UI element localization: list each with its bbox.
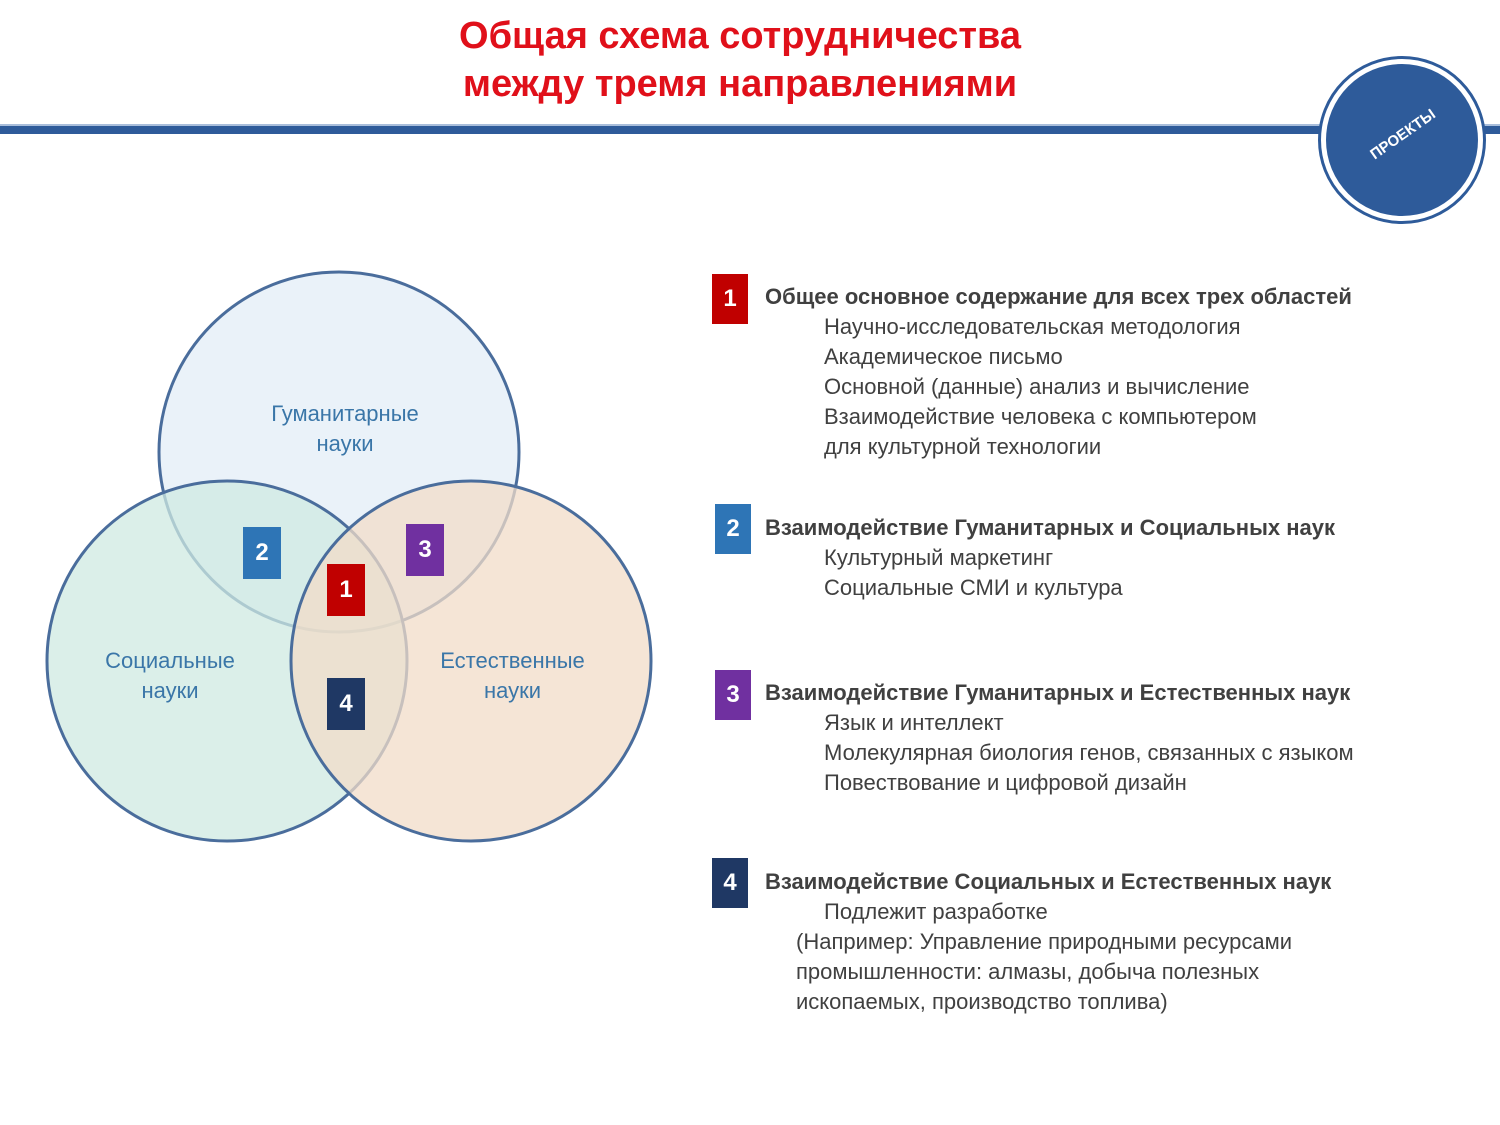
list-item: Повествование и цифровой дизайн — [824, 770, 1187, 795]
label-humanities-line1: Гуманитарные — [271, 401, 419, 426]
label-social-line1: Социальные — [105, 648, 235, 673]
label-social — [70, 646, 270, 706]
list-item: Научно-исследовательская методология — [824, 314, 1241, 339]
list-item: Взаимодействие человека с компьютером — [824, 404, 1257, 429]
label-humanities — [240, 399, 450, 459]
title-line-2: между тремя направлениями — [462, 63, 1018, 105]
note-line: (Например: Управление природными ресурсами — [796, 929, 1292, 954]
section-4-note — [796, 927, 1292, 1017]
venn-marker-4: 4 — [327, 678, 365, 730]
venn-marker-3: 3 — [406, 524, 444, 576]
list-item: Социальные СМИ и культура — [824, 575, 1123, 600]
section-3 — [712, 670, 1492, 810]
section-2-items — [824, 543, 1123, 603]
list-item: для культурной технологии — [824, 434, 1102, 459]
section-3-number: 3 — [715, 670, 751, 720]
section-1 — [712, 274, 1492, 474]
list-item: Язык и интеллект — [824, 710, 1004, 735]
label-social-line2: науки — [141, 678, 199, 703]
section-1-heading: Общее основное содержание для всех трех областей — [765, 284, 1352, 309]
section-2 — [712, 504, 1492, 614]
section-2-heading: Взаимодействие Гуманитарных и Социальных наук — [765, 515, 1335, 540]
label-natural-line1: Естественные — [440, 648, 585, 673]
list-item: Основной (данные) анализ и вычисление — [824, 374, 1250, 399]
section-3-items — [824, 708, 1354, 798]
venn-marker-1: 1 — [327, 564, 365, 616]
section-1-items — [824, 312, 1257, 462]
section-3-heading: Взаимодействие Гуманитарных и Естественных наук — [765, 680, 1351, 705]
venn-marker-2: 2 — [243, 527, 281, 579]
list-item: Молекулярная биология генов, связанных с языком — [824, 740, 1354, 765]
section-4 — [712, 858, 1492, 1028]
section-1-number: 1 — [712, 274, 748, 324]
section-4-items — [824, 897, 1048, 927]
section-2-number: 2 — [715, 504, 751, 554]
badge-label: ПРОЕКТЫ — [1367, 105, 1439, 164]
note-line: промышленности: алмазы, добыча полезных — [796, 959, 1260, 984]
projects-badge — [1318, 56, 1486, 224]
section-4-number: 4 — [712, 858, 748, 908]
label-natural-line2: науки — [483, 678, 542, 703]
note-line: ископаемых, производство топлива) — [796, 989, 1168, 1014]
label-humanities-line2: науки — [316, 431, 374, 456]
list-item: Подлежит разработке — [824, 899, 1048, 924]
label-natural — [410, 646, 615, 706]
list-item: Академическое письмо — [824, 344, 1063, 369]
list-item: Культурный маркетинг — [824, 545, 1054, 570]
section-4-heading: Взаимодействие Социальных и Естественных наук — [765, 869, 1332, 894]
title-line-1: Общая схема сотрудничества — [459, 15, 1021, 57]
